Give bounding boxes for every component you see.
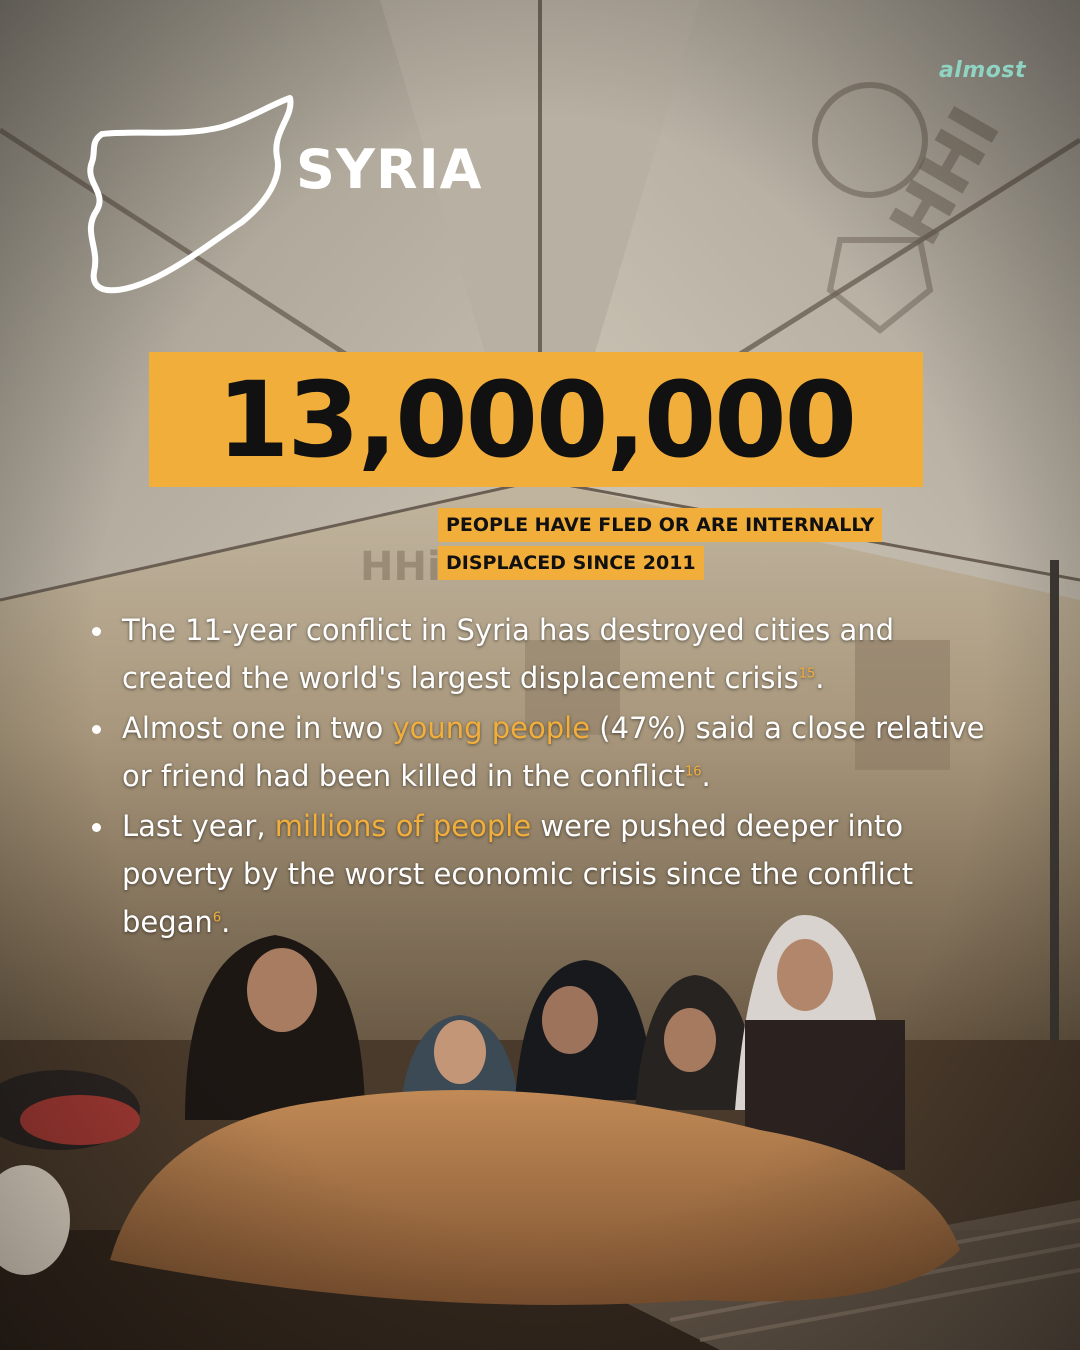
- footnote-ref: 16: [685, 764, 702, 780]
- facts-list: [90, 606, 990, 948]
- fact-text: Last year,: [122, 809, 275, 843]
- fact-text: Almost one in two: [122, 711, 393, 745]
- fact-text: The 11-year conflict in Syria has destroyed cities and created the world's largest displacement crisis: [122, 613, 895, 695]
- fact-punctuation: .: [815, 661, 825, 695]
- fact-text: were pushed deeper into poverty by the worst economic crisis since the conflict began: [122, 809, 914, 939]
- footnote-ref: 6: [212, 910, 222, 926]
- fact-punctuation: .: [221, 905, 231, 939]
- list-item: [90, 802, 990, 946]
- fact-highlight: millions of people: [274, 809, 532, 843]
- footnote-ref: 15: [798, 666, 816, 682]
- headline-caption-line-1: PEOPLE HAVE FLED OR ARE INTERNALLY: [438, 508, 882, 542]
- headline-caption: [438, 508, 882, 584]
- fact-highlight: young people: [392, 711, 591, 745]
- list-item: [90, 606, 990, 702]
- country-title: SYRIA: [296, 138, 483, 201]
- brand-logo: almost: [938, 58, 1026, 83]
- list-item: [90, 704, 990, 800]
- headline-caption-line-2: DISPLACED SINCE 2011: [438, 546, 704, 580]
- fact-text: (47%) said a close relative or friend had been killed in the conflict: [122, 711, 985, 793]
- fact-punctuation: .: [701, 759, 711, 793]
- headline-number: 13,000,000: [217, 358, 855, 481]
- syria-map-icon: [72, 92, 302, 302]
